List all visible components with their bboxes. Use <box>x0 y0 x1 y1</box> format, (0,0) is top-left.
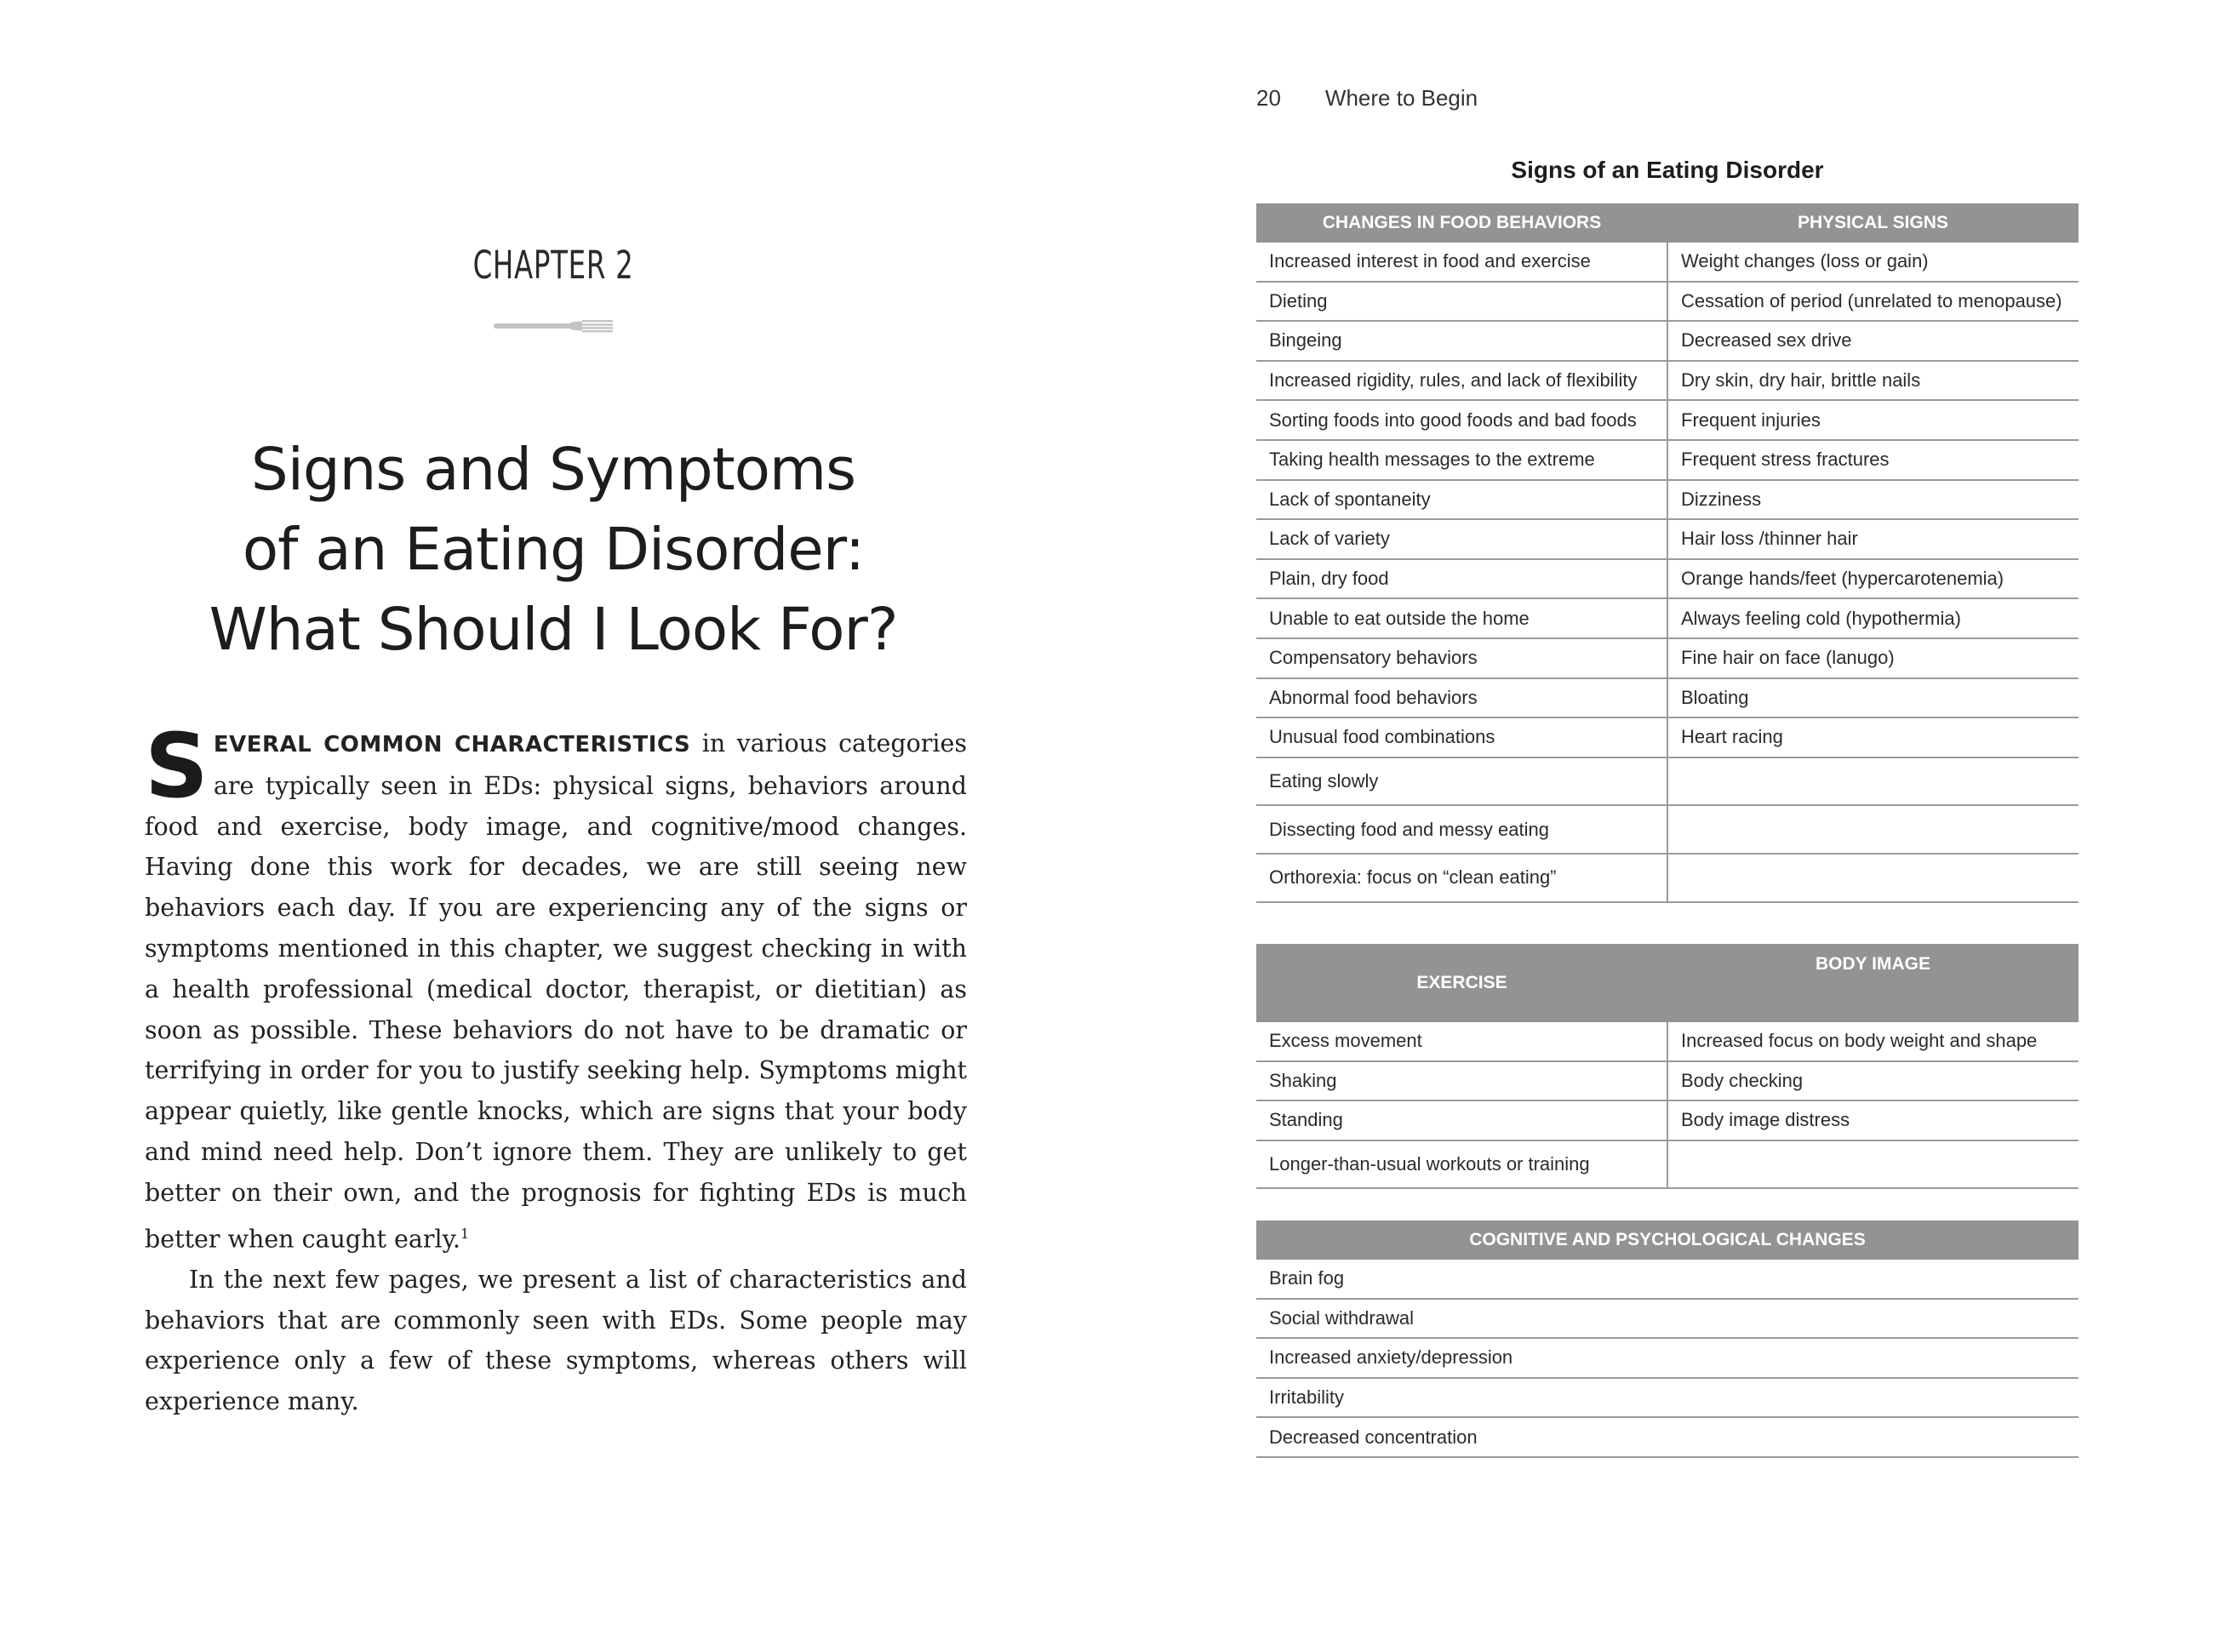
fork-icon <box>494 317 615 335</box>
chapter-title-line-1: Signs and Symptoms <box>250 436 856 504</box>
table-cell: Increased rigidity, rules, and lack of flexibility <box>1256 361 1667 401</box>
table-cell <box>1667 805 2079 854</box>
table-cell: Bingeing <box>1256 321 1667 361</box>
table-cell: Decreased concentration <box>1256 1417 2079 1457</box>
table-cell: Increased anxiety/depression <box>1256 1338 2079 1378</box>
table-title: Signs of an Eating Disorder <box>1511 157 1824 183</box>
table-cell: Unusual food combinations <box>1256 717 1667 757</box>
table-header-row <box>1256 1220 2079 1260</box>
table-cell: Heart racing <box>1667 717 2079 757</box>
table-row <box>1256 243 2079 282</box>
exercise-body-table <box>1256 944 2079 1189</box>
table-cell: Orange hands/feet (hypercarotenemia) <box>1667 559 2079 599</box>
table-row <box>1256 1022 2079 1061</box>
header-food-behaviors: CHANGES IN FOOD BEHAVIORS <box>1256 203 1667 243</box>
table-cell: Abnormal food behaviors <box>1256 678 1667 718</box>
lead-in-caps: EVERAL COMMON CHARACTERISTICS <box>213 732 691 757</box>
running-head-title: Where to Begin <box>1324 85 1478 111</box>
table-row <box>1256 717 2079 757</box>
table-row <box>1256 559 2079 599</box>
table-cell: Weight changes (loss or gain) <box>1667 243 2079 282</box>
header-cognitive: COGNITIVE AND PSYCHOLOGICAL CHANGES <box>1256 1220 2079 1260</box>
table-cell: Fine hair on face (lanugo) <box>1667 638 2079 678</box>
table-row <box>1256 1299 2079 1339</box>
table-row <box>1256 1260 2079 1299</box>
table-row <box>1256 598 2079 638</box>
table-cell: Excess movement <box>1256 1022 1667 1061</box>
table-row <box>1256 1417 2079 1457</box>
table-row <box>1256 361 2079 401</box>
table-cell: Orthorexia: focus on “clean eating” <box>1256 854 1667 902</box>
table-row <box>1256 400 2079 440</box>
table-cell: Lack of spontaneity <box>1256 480 1667 520</box>
drop-cap: S <box>145 714 209 818</box>
table-cell <box>1667 854 2079 902</box>
header-physical-signs: PHYSICAL SIGNS <box>1667 203 2079 243</box>
chapter-title-line-3: What Should I Look For? <box>209 596 898 664</box>
table-row <box>1256 1378 2079 1418</box>
table-cell <box>1667 1140 2079 1189</box>
table-row <box>1256 1100 2079 1140</box>
table-cell: Dry skin, dry hair, brittle nails <box>1667 361 2079 401</box>
table-cell: Compensatory behaviors <box>1256 638 1667 678</box>
table-row <box>1256 321 2079 361</box>
table-cell: Eating slowly <box>1256 757 1667 806</box>
body-text <box>145 714 967 1422</box>
table-cell: Hair loss /thinner hair <box>1667 519 2079 559</box>
table-row <box>1256 440 2079 480</box>
paragraph-1 <box>145 714 967 1260</box>
table-cell: Frequent injuries <box>1667 400 2079 440</box>
table-cell: Plain, dry food <box>1256 559 1667 599</box>
header-exercise: EXERCISE <box>1256 944 1667 1022</box>
table-cell <box>1667 757 2079 806</box>
table-row <box>1256 805 2079 854</box>
table-cell: Increased focus on body weight and shape <box>1667 1022 2079 1061</box>
table-row <box>1256 1061 2079 1101</box>
table-cell: Standing <box>1256 1100 1667 1140</box>
table-cell: Body checking <box>1667 1061 2079 1101</box>
table-cell: Increased interest in food and exercise <box>1256 243 1667 282</box>
table-cell: Taking health messages to the extreme <box>1256 440 1667 480</box>
table-header-row <box>1256 944 2079 1022</box>
left-page <box>0 0 1106 1652</box>
table-cell: Sorting foods into good foods and bad foods <box>1256 400 1667 440</box>
table-cell: Dizziness <box>1667 480 2079 520</box>
cognitive-table <box>1256 1220 2079 1458</box>
table-cell: Shaking <box>1256 1061 1667 1101</box>
table-cell: Decreased sex drive <box>1667 321 2079 361</box>
table-row <box>1256 854 2079 902</box>
table-cell: Unable to eat outside the home <box>1256 598 1667 638</box>
table-cell: Irritability <box>1256 1378 2079 1418</box>
running-head <box>1256 85 1478 111</box>
table-row <box>1256 1338 2079 1378</box>
table-cell: Longer-than-usual workouts or training <box>1256 1140 1667 1189</box>
footnote-ref[interactable]: 1 <box>460 1225 470 1242</box>
table-cell: Brain fog <box>1256 1260 2079 1299</box>
right-page <box>1106 0 2213 1652</box>
paragraph-1-text: in various categories are typically seen in EDs: physical signs, behaviors around food and exercise, body image, and cognitive/mood changes. Having done this work for decades, we are still seeing new behaviors each day. If you are experiencing any of the signs or symptoms mentioned in this chapter, we suggest checking in with a health professional (medical doctor, therapist, or dietitian) as soon as possible. These behaviors do not have to be dramatic or terrifying in order for you to justify seeking help. Symptoms might appear quietly, like gentle knocks, which are signs that your body and mind need help. Don’t ignore them. They are unlikely to get better on their own, and the prognosis for fighting EDs is much better when caught early. <box>145 729 967 1254</box>
paragraph-2: In the next few pages, we present a list of characteristics and behaviors that are commonly seen with EDs. Some people may experience only a few of these symptoms, whereas others will experience many. <box>145 1265 967 1416</box>
table-header-row <box>1256 203 2079 243</box>
table-cell: Bloating <box>1667 678 2079 718</box>
table-cell: Always feeling cold (hypothermia) <box>1667 598 2079 638</box>
table-cell: Frequent stress fractures <box>1667 440 2079 480</box>
table-cell: Social withdrawal <box>1256 1299 2079 1339</box>
table-row <box>1256 757 2079 806</box>
table-cell: Cessation of period (unrelated to menopause) <box>1667 282 2079 322</box>
chapter-title-line-2: of an Eating Disorder: <box>242 516 865 584</box>
chapter-label: CHAPTER 2 <box>472 243 634 288</box>
header-body-image: BODY IMAGE <box>1667 944 2079 1022</box>
page-number: 20 <box>1256 85 1281 111</box>
table-row <box>1256 678 2079 718</box>
table-cell: Lack of variety <box>1256 519 1667 559</box>
chapter-title <box>153 430 953 670</box>
table-row <box>1256 282 2079 322</box>
table-row <box>1256 480 2079 520</box>
table-cell: Dissecting food and messy eating <box>1256 805 1667 854</box>
table-row <box>1256 638 2079 678</box>
table-cell: Dieting <box>1256 282 1667 322</box>
table-row <box>1256 1140 2079 1189</box>
food-physical-table <box>1256 203 2079 903</box>
table-cell: Body image distress <box>1667 1100 2079 1140</box>
table-row <box>1256 519 2079 559</box>
